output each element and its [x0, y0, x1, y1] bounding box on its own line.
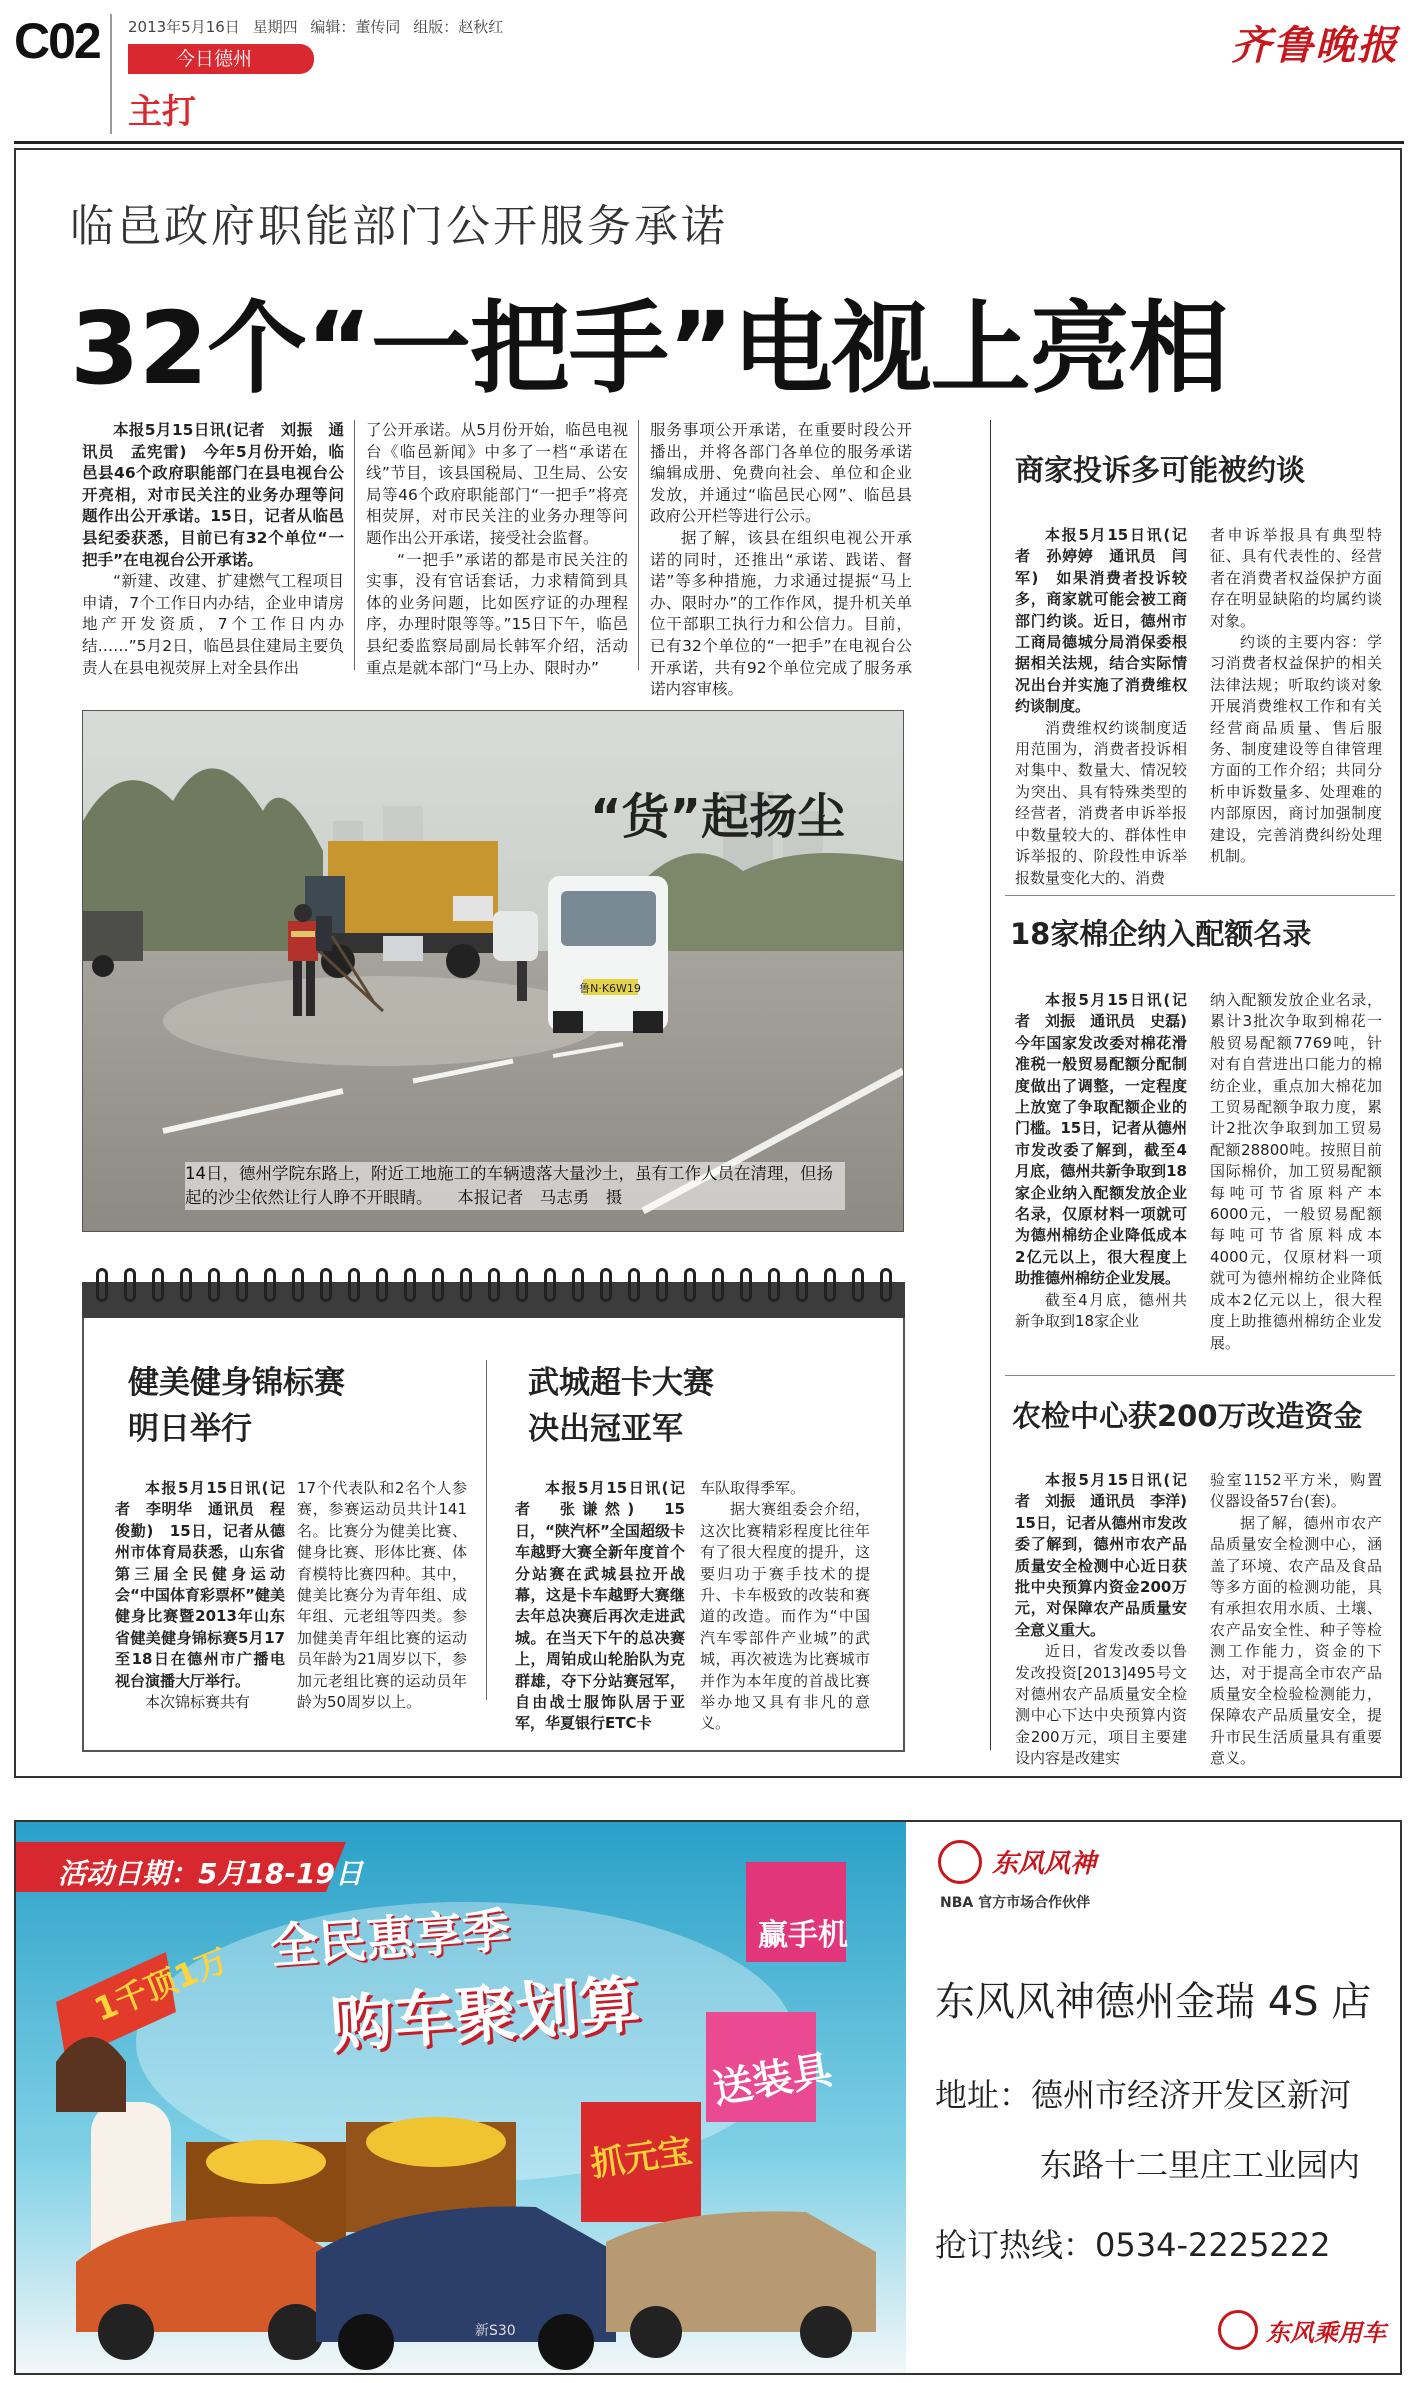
notebook-story-1-col-a	[115, 1478, 285, 1713]
ring-icon	[236, 1268, 248, 1302]
ad-badge: 1千顶1万	[88, 1940, 234, 2029]
ring-icon	[460, 1268, 472, 1302]
notebook-story-1-title	[128, 1360, 345, 1452]
ring-icon	[796, 1268, 808, 1302]
ring-icon	[712, 1268, 724, 1302]
dongfeng-logo-icon	[1218, 2310, 1258, 2350]
paragraph: 消费维权约谈制度适用范围为，消费者投诉相对集中、数量大、情况较为突出、具有特殊类型的经营者，消费者申诉举报中数量较大的、群体性申诉举报的、阶段性申诉举报数量变化大的、消费	[1015, 718, 1187, 887]
header-date: 2013年5月16日	[128, 18, 240, 36]
ad-address-line-2: 东路十二里庄工业园内	[1040, 2146, 1361, 2184]
section-tag: 今日德州	[128, 44, 314, 74]
ring-icon	[404, 1268, 416, 1302]
title-line: 武城超卡大赛	[528, 1365, 714, 1401]
notebook-story-2-title	[528, 1360, 714, 1452]
paragraph: 者申诉举报具有典型特征、具有代表性的、经营者在消费者权益保护方面存在明显缺陷的均属约谈对象。	[1210, 526, 1382, 630]
ring-icon	[320, 1268, 332, 1302]
photo-caption: 14日，德州学院东路上，附近工地施工的车辆遗落大量沙土，虽有工作人员在清理，但扬起的沙尘依然让行人睁不开眼睛。 本报记者 马志勇 摄	[185, 1162, 845, 1210]
header-rule	[14, 141, 1404, 144]
ad-address-line-1: 地址：德州市经济开发区新河	[935, 2076, 1352, 2114]
paragraph: 本报5月15日讯(记者 刘振 通讯员 李洋) 15日，记者从德州市发改委了解到，德州市农产品质量安全检测中心近日获批中央预算内资金200万元，对保障农产品质量安全意义重大。	[1015, 1471, 1203, 1639]
ring-icon	[432, 1268, 444, 1302]
ad-partner: NBA 官方市场合作伙伴	[940, 1895, 1091, 1911]
notebook-story-2-col-b	[700, 1478, 870, 1735]
ring-icon	[572, 1268, 584, 1302]
paragraph: 本报5月15日讯(记者 孙婷婷 通讯员 闫军) 如果消费者投诉较多，商家就可能会被工商部门约谈。近日，德州市工商局德城分局消保委根据相关法规，结合实际情况出台并实施了消费维权约谈制度。	[1015, 526, 1187, 716]
side-story-1-col-b	[1210, 525, 1382, 868]
ring-icon	[292, 1268, 304, 1302]
ring-icon	[152, 1268, 164, 1302]
paragraph: 验室1152平方米，购置仪器设备57台(套)。	[1210, 1471, 1382, 1511]
ring-icon	[600, 1268, 612, 1302]
side-story-3-col-a	[1015, 1470, 1203, 1770]
ad-gift-ingot: 抓元宝	[588, 2131, 695, 2185]
paragraph: 17个代表队和2名个人参赛，参赛运动员共计141名。比赛分为健美比赛、健身比赛、形体比赛、体育模特比赛四种。其中，健美比赛分为青年组、成年组、元老组等四类。参加健美青年组比赛的运动员年龄为21周岁以下，参加元老组比赛的运动员年龄为50周岁以上。	[297, 1479, 467, 1712]
notebook-story-2-col-a	[515, 1478, 685, 1735]
side-story-2-title: 18家棉企纳入配额名录	[1010, 917, 1312, 951]
paragraph: 本报5月15日讯(记者 李明华 通讯员 程俊勤) 15日，记者从德州市体育局获悉，山东省第三届全民健身运动会“中国体育彩票杯”健美健身比赛暨2013年山东省健美健身锦标赛5月17至18日在德州市广播电视台演播大厅举行。	[115, 1479, 285, 1690]
ring-icon	[264, 1268, 276, 1302]
paragraph: 本次锦标赛共有	[145, 1693, 251, 1712]
ad-date: 活动日期：5月18-19日	[58, 1857, 364, 1890]
ring-icon	[824, 1268, 836, 1302]
ad-hotline[interactable]: 抢订热线：0534-2225222	[935, 2226, 1331, 2264]
header-meta	[128, 16, 503, 37]
side-story-3-title: 农检中心获200万改造资金	[1012, 1399, 1363, 1433]
ad-dealer-name: 东风风神德州金瑞 4S 店	[935, 1979, 1372, 2025]
title-line: 决出冠亚军	[528, 1411, 683, 1447]
ad-brand: 东风风神	[992, 1849, 1097, 1879]
paragraph: 服务事项公开承诺，在重要时段公开播出，并将各部门各单位的服务承诺编辑成册、免费向社会、单位和企业发放，并通过“临邑民心网”、临邑县政府公开栏等进行公示。	[650, 421, 912, 526]
header-divider	[110, 14, 112, 134]
title-line: 健美健身锦标赛	[128, 1365, 345, 1401]
ring-icon	[880, 1268, 892, 1302]
ring-icon	[740, 1268, 752, 1302]
paragraph: 本报5月15日讯(记者 张谦然) 15日，“陕汽杯”全国超级卡车越野大赛全新年度首个分站赛在武城县拉开战幕，这是卡车越野大赛继去年总决赛后再次走进武城。在当天下午的总决赛上，周铂成山轮胎队为克群雄，夺下分站赛冠军，自由战士服饰队居于亚军，华夏银行ETC卡	[515, 1479, 685, 1733]
paragraph: 约谈的主要内容：学习消费者权益保护的相关法律法规；听取约谈对象开展消费维权工作和有关经营商品质量、售后服务、制度建设等自律管理方面的工作介绍；共同分析申诉数量多、处理难的内部原因，商讨加强制度建设，完善消费纠纷处理机制。	[1210, 633, 1382, 866]
title-line: 明日举行	[128, 1411, 252, 1447]
notebook-story-1-col-b	[297, 1478, 467, 1713]
paragraph: “新建、改建、扩建燃气工程项目申请，7个工作日内办结，企业申请房地产开发资质，7个工作日内办结……”5月2日，临邑县住建局主要负责人在县电视荧屏上对全县作出	[82, 572, 344, 677]
ring-icon	[544, 1268, 556, 1302]
dongfeng-logo-icon	[938, 1840, 982, 1884]
ring-icon	[656, 1268, 668, 1302]
paragraph: 本报5月15日讯(记者 刘振 通讯员 孟宪雷) 今年5月份开始，临邑县46个政府职能部门在县电视台公开亮相，对市民关注的业务办理等问题作出公开承诺。15日，记者从临邑县纪委获悉，目前已有32个单位“一把手”在电视台公开承诺。	[82, 421, 344, 569]
header-editor: 编辑：董传同	[310, 18, 401, 36]
column-rule	[638, 420, 639, 670]
column-rule	[354, 420, 355, 670]
side-rule	[1005, 895, 1395, 896]
photo-title: “货”起扬尘	[590, 789, 846, 845]
ring-icon	[628, 1268, 640, 1302]
ad-gift-phone: 赢手机	[758, 1918, 848, 1953]
paragraph: 纳入配额发放企业名录，累计3批次争取到棉花一般贸易配额7769吨，针对有自营进出口能力的棉纺企业，重点加大棉花加工贸易配额争取力度，累计2批次争取到加工贸易配额28800吨。按照目前国际棉价，加工贸易配额每吨可节省原料产本6000元，一般贸易配额每吨可节省原料成本4000元，仅原材料一项就可为德州棉纺企业降低成本2亿元以上，很大程度上助推德州棉纺企业发展。	[1210, 991, 1382, 1352]
sidebar-divider	[990, 420, 991, 1750]
ad-slogan-2: 购车聚划算	[328, 1967, 643, 2062]
paragraph: 近日，省发改委以鲁发改投资[2013]495号文对德州农产品质量安全检测中心下达中央预算内资金200万元，项目主要建设内容是改建实	[1015, 1642, 1187, 1768]
paragraph: 据了解，德州市农产品质量安全检测中心，涵盖了环境、农产品及食品等多方面的检测功能，具有承担农用水质、土壤、农产品安全性、种子等检测工作能力，资金的下达，对于提高全市农产品质量安全检验检测能力，保障农产品质量安全，提升市民生活质量具有重要意义。	[1210, 1513, 1382, 1768]
section-title: 主打	[128, 92, 196, 132]
ring-icon	[768, 1268, 780, 1302]
ring-icon	[124, 1268, 136, 1302]
license-plate: 鲁N·K6W19	[579, 982, 641, 995]
ring-icon	[376, 1268, 388, 1302]
header-weekday: 星期四	[252, 18, 298, 36]
side-story-2-col-a	[1015, 990, 1203, 1333]
lead-column-2	[366, 420, 628, 679]
side-story-1-col-a	[1015, 525, 1187, 889]
ring-icon	[516, 1268, 528, 1302]
lead-column-3	[650, 420, 912, 701]
paragraph: 车队取得季军。	[700, 1479, 806, 1497]
paragraph: “一把手”承诺的都是市民关注的实事，没有官话套话，力求精简到具体的业务问题，比如医疗证的办理程序，办理时限等等。”15日下午，临邑县纪委监察局副局长韩军介绍，活动重点是就本部门“马上办、限时办”	[366, 550, 628, 677]
side-story-1-title: 商家投诉多可能被约谈	[1015, 453, 1306, 487]
ring-icon	[96, 1268, 108, 1302]
ring-icon	[180, 1268, 192, 1302]
ad-car-label: 新S30	[475, 2323, 516, 2339]
lead-subtitle: 临邑政府职能部门公开服务承诺	[70, 201, 728, 252]
ad-gift-kit: 送装具	[709, 2046, 836, 2114]
ad-slogan-1: 全民惠享季	[268, 1902, 512, 1976]
lead-column-1	[82, 420, 344, 679]
newspaper-logo: 齐鲁晚报	[1231, 22, 1399, 69]
paragraph: 了公开承诺。从5月份开始，临邑电视台《临邑新闻》中多了一档“承诺在线”节目，该县国税局、卫生局、公安局等46个政府职能部门“一把手”将亮相荧屏，对市民关注的业务办理等问题作出公开承诺，接受社会监督。	[366, 421, 628, 547]
paragraph: 截至4月底，德州共新争取到18家企业	[1015, 1290, 1187, 1331]
side-story-3-col-b	[1210, 1470, 1382, 1770]
ring-icon	[208, 1268, 220, 1302]
ring-icon	[348, 1268, 360, 1302]
lead-title: 32个“一把手”电视上亮相	[70, 290, 1228, 407]
ring-icon	[852, 1268, 864, 1302]
ring-icon	[684, 1268, 696, 1302]
paragraph: 据大赛组委会介绍，这次比赛精彩程度比往年有了很大程度的提升，这要归功于赛手技术的提升、卡车极致的改装和赛道的改造。而作为“中国汽车零部件产业城”的武城，再次被选为比赛城市并作为本年度的首战比赛举办地又具有非凡的意义。	[700, 1500, 870, 1733]
ring-icon	[488, 1268, 500, 1302]
ad-brand-2: 东风乘用车	[1266, 2319, 1386, 2347]
paragraph: 据了解，该县在组织电视公开承诺的同时，还推出“承诺、践诺、督诺”等多种措施，力求通过提振“马上办、限时办”的工作作风，提升机关单位干部职工执行力和公信力。目前，已有32个单位的“一把手”在电视台公开承诺，共有92个单位完成了服务承诺内容审核。	[650, 528, 912, 699]
page-code: C02	[14, 13, 100, 69]
side-rule	[1005, 1375, 1395, 1376]
notebook-divider	[486, 1360, 487, 1700]
paragraph: 本报5月15日讯(记者 刘振 通讯员 史磊) 今年国家发改委对棉花滑准税一般贸易配额分配制度做出了调整，一定程度上放宽了争取配额企业的门槛。15日，记者从德州市发改委了解到，截至4月底，德州共新争取到18家企业纳入配额发放企业名录，仅原材料一项就可为德州棉纺企业降低成本2亿元以上，很大程度上助推德州棉纺企业发展。	[1015, 991, 1203, 1288]
header-layout-editor: 组版：赵秋红	[413, 18, 504, 36]
side-story-2-col-b	[1210, 990, 1382, 1354]
